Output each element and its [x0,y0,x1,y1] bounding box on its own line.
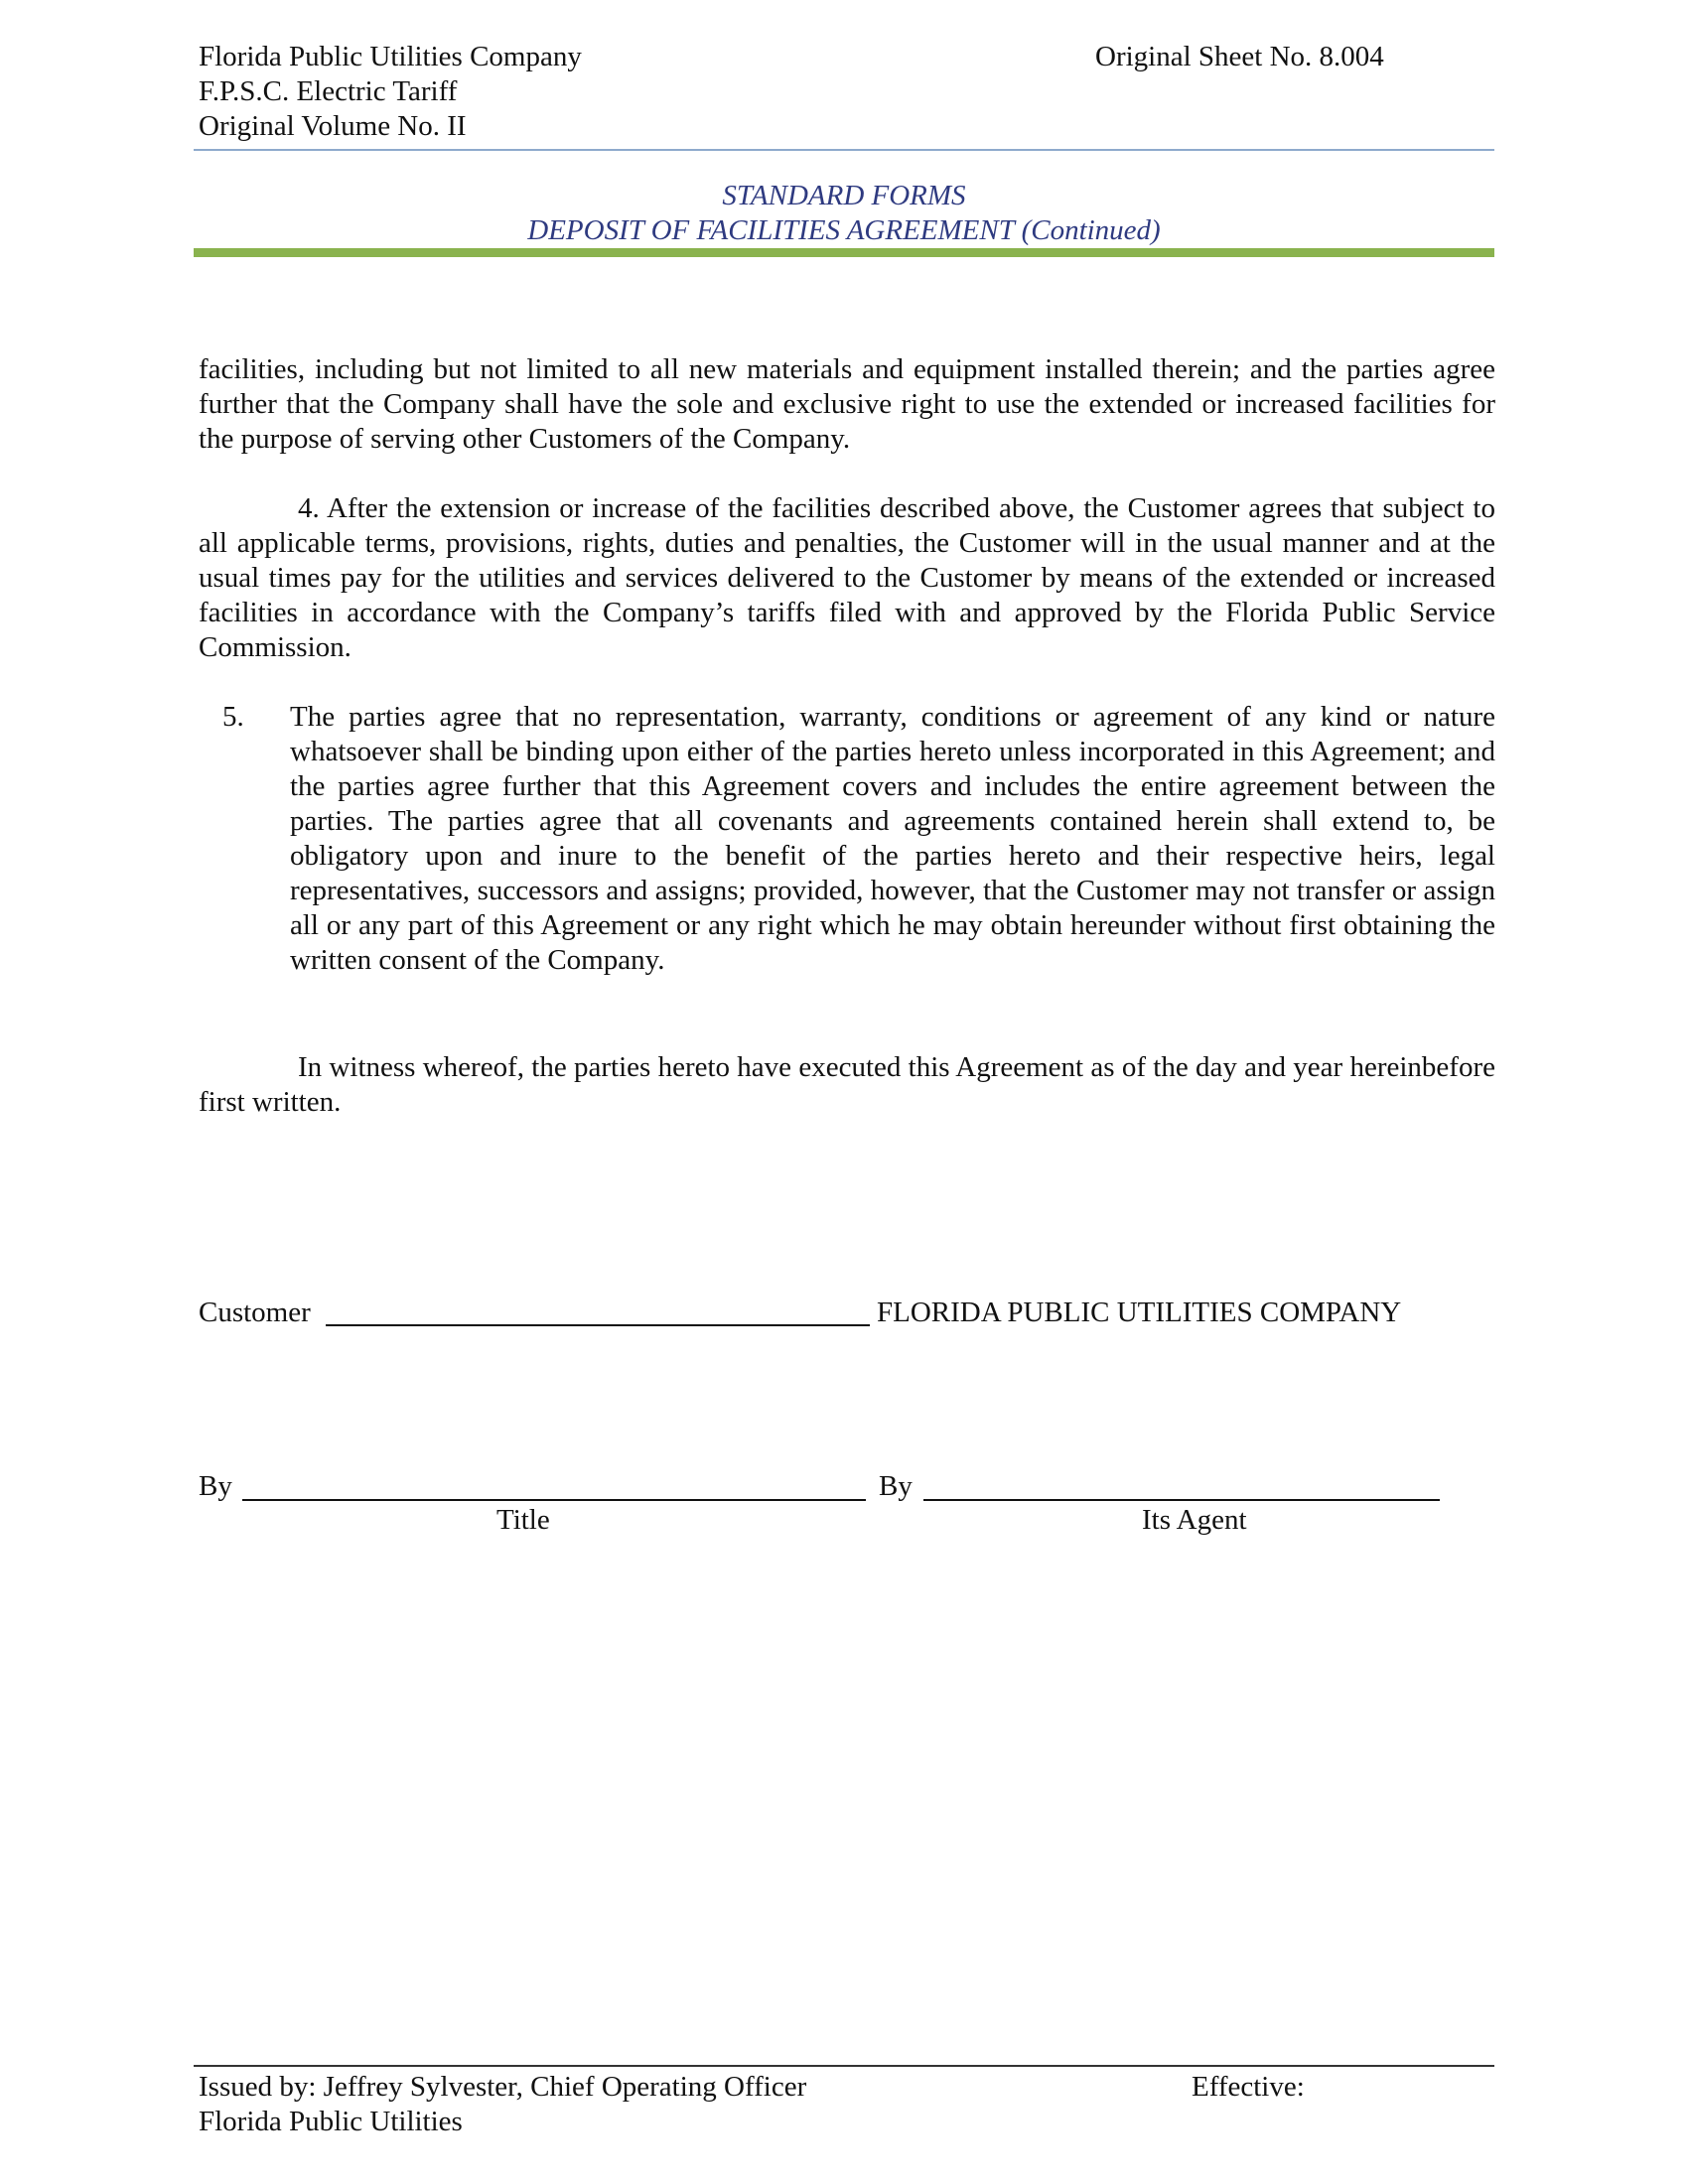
by-right-label: By [879,1470,913,1502]
customer-signature-line[interactable] [326,1324,870,1326]
paragraph-4-text: 4. After the extension or increase of the facilities described above, the Customer agrees that subject to all applicable terms, provisions, rights, duties and penalties, the Customer will in the usual manner and at the usual times pay for the utilities and services delivered to the Customer by means of the extended or increased facilities in accordance with the Company’s tariffs filed with and approved by the Florida Public Service Commission. [199,492,1495,663]
title-caption: Title [496,1504,550,1536]
agent-caption: Its Agent [1142,1504,1247,1536]
header-divider [194,149,1494,151]
title-divider [194,248,1494,257]
paragraph-continued-text: facilities, including but not limited to all new materials and equipment installed therein; and the parties agree further that the Company shall have the sole and exclusive right to use the extended or increased facilities for the purpose of serving other Customers of the Company. [199,353,1495,455]
title-standard-forms: STANDARD FORMS [722,180,966,211]
header-volume: Original Volume No. II [199,110,467,142]
witness-clause [199,1050,1495,1120]
footer-issued-by: Issued by: Jeffrey Sylvester, Chief Operating Officer [199,2071,807,2103]
header-sheet-number: Original Sheet No. 8.004 [1095,41,1384,72]
by-right-signature-line[interactable] [923,1499,1440,1501]
paragraph-5-text: The parties agree that no representation, warranty, conditions or agreement of any kind or nature whatsoever shall be binding upon either of the parties hereto unless incorporated in this Agreement; and the parties agree further that this Agreement covers and includes the entire agreement between the parties. The parties agree that all covenants and agreements contained herein shall extend to, be obligatory upon and inure to the benefit of the parties hereto and their respective heirs, legal representatives, successors and assigns; provided, however, that the Customer may not transfer or assign all or any part of this Agreement or any right which he may obtain hereunder without first obtaining the written consent of the Company. [290,701,1495,976]
paragraph-5-number: 5. [222,701,244,733]
paragraph-4 [199,491,1495,665]
customer-label: Customer [199,1297,311,1328]
paragraph-5 [199,700,1495,978]
by-left-signature-line[interactable] [242,1499,866,1501]
title-agreement: DEPOSIT OF FACILITIES AGREEMENT (Continued) [527,214,1161,246]
witness-clause-text: In witness whereof, the parties hereto have executed this Agreement as of the day and year hereinbefore first written. [199,1051,1495,1118]
footer-divider [194,2065,1494,2067]
company-label: FLORIDA PUBLIC UTILITIES COMPANY [877,1297,1402,1328]
paragraph-continued [199,352,1495,457]
header-company: Florida Public Utilities Company [199,41,582,72]
by-left-label: By [199,1470,232,1502]
footer-effective: Effective: [1192,2071,1305,2103]
header-tariff: F.P.S.C. Electric Tariff [199,75,458,107]
footer-organization: Florida Public Utilities [199,2106,463,2137]
